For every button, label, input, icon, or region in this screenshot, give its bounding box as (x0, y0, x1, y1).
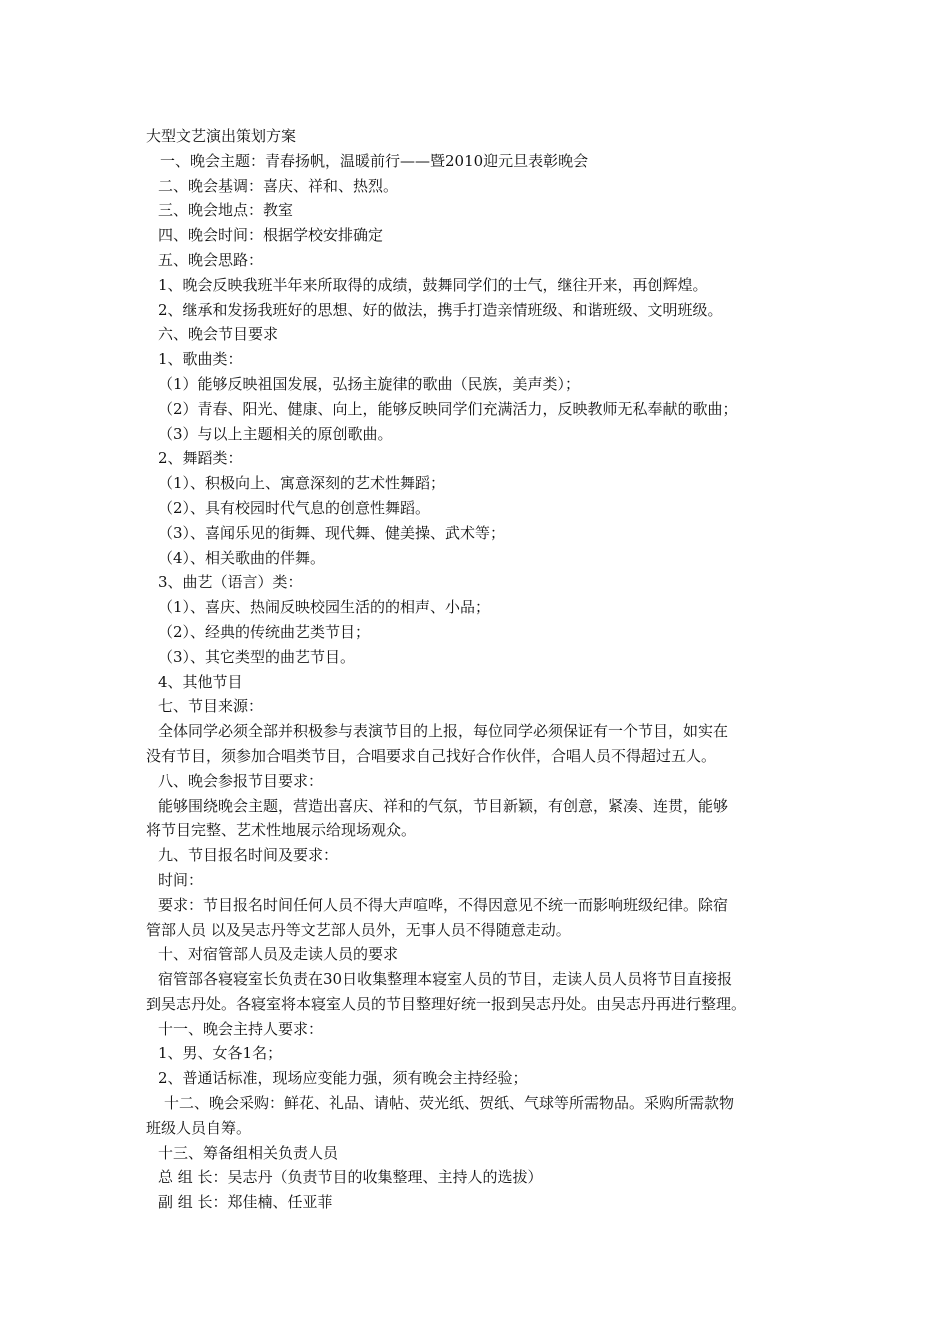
document-body (146, 124, 816, 1215)
section-registration: 九、节目报名时间及要求： (158, 846, 339, 865)
section-time: 四、晚会时间：根据学校安排确定 (158, 226, 384, 245)
section-program-requirements: 六、晚会节目要求 (158, 325, 279, 344)
document-title: 大型文艺演出策划方案 (146, 127, 297, 145)
list-item: （3）、喜闻乐见的街舞、现代舞、健美操、武术等； (158, 523, 506, 542)
paragraph-line: 到吴志丹处。各寝室将本寝室人员的节目整理好统一报到吴志丹处。由吴志丹再进行整理。 (146, 994, 747, 1013)
list-item: 4、其他节目 (158, 672, 243, 691)
paragraph-line: 能够围绕晚会主题，营造出喜庆、祥和的气氛，节目新颖，有创意，紧凑、连贯，能够 (158, 796, 729, 815)
list-item: 1、晚会反映我班半年来所取得的成绩，鼓舞同学们的士气，继往开来，再创辉煌。 (158, 275, 708, 294)
list-item: （1）能够反映祖国发展，弘扬主旋律的歌曲（民族，美声类）； (158, 374, 581, 393)
paragraph-line: 没有节目，须参加合唱类节目，合唱要求自己找好合作伙伴，合唱人员不得超过五人。 (146, 746, 717, 765)
list-item: （2）青春、阳光、健康、向上，能够反映同学们充满活力，反映教师无私奉献的歌曲； (158, 399, 738, 418)
section-ideas: 五、晚会思路： (158, 250, 264, 269)
list-item: 1、男、女各1名； (158, 1044, 283, 1063)
section-organizers: 十三、筹备组相关负责人员 (158, 1143, 339, 1162)
section-submission-requirements: 八、晚会参报节目要求： (158, 771, 324, 790)
section-theme: 一、晚会主题：青春扬帆，温暖前行——暨2010迎元旦表彰晚会 (160, 151, 589, 170)
section-dorm-requirements: 十、对宿管部人员及走读人员的要求 (158, 945, 399, 964)
list-item: （3）、其它类型的曲艺节目。 (158, 647, 356, 666)
paragraph-line: 管部人员 以及吴志丹等文艺部人员外，无事人员不得随意走动。 (146, 920, 571, 939)
list-item: （1）、喜庆、热闹反映校园生活的的相声、小品； (158, 598, 491, 617)
section-venue: 三、晚会地点：教室 (158, 201, 294, 220)
list-item: 2、继承和发扬我班好的思想、好的做法，携手打造亲情班级、和谐班级、文明班级。 (158, 300, 723, 319)
paragraph-line: 全体同学必须全部并积极参与表演节目的上报，每位同学必须保证有一个节目，如实在 (158, 722, 729, 741)
list-item: （2）、经典的传统曲艺类节目； (158, 622, 371, 641)
section-tone: 二、晚会基调：喜庆、祥和、热烈。 (158, 176, 399, 195)
list-item: 总 组 长：吴志丹（负责节目的收集整理、主持人的选拔） (158, 1168, 543, 1187)
section-host-requirements: 十一、晚会主持人要求： (158, 1019, 324, 1038)
list-item: 2、舞蹈类： (158, 449, 243, 468)
paragraph-line: 将节目完整、艺术性地展示给现场观众。 (146, 821, 417, 840)
list-item: （4）、相关歌曲的伴舞。 (158, 548, 326, 567)
section-purchasing: 十二、晚会采购：鲜花、礼品、请帖、荧光纸、贺纸、气球等所需物品。采购所需款物 (164, 1094, 735, 1113)
list-item: 副 组 长：郑佳楠、任亚菲 (158, 1193, 333, 1212)
paragraph-line: 时间： (158, 870, 204, 889)
list-item: （2）、具有校园时代气息的创意性舞蹈。 (158, 498, 431, 517)
paragraph-line: 要求：节目报名时间任何人员不得大声喧哗，不得因意见不统一而影响班级纪律。除宿 (158, 895, 729, 914)
list-item: （3）与以上主题相关的原创歌曲。 (158, 424, 393, 443)
list-item: （1）、积极向上、寓意深刻的艺术性舞蹈； (158, 474, 446, 493)
paragraph-line: 班级人员自筹。 (146, 1118, 252, 1137)
list-item: 3、曲艺（语言）类： (158, 573, 303, 592)
section-program-source: 七、节目来源： (158, 697, 264, 716)
list-item: 2、普通话标准，现场应变能力强，须有晚会主持经验； (158, 1069, 528, 1088)
paragraph-line: 宿管部各寝寝室长负责在30日收集整理本寝室人员的节目，走读人员人员将节目直接报 (158, 970, 733, 989)
list-item: 1、歌曲类： (158, 350, 243, 369)
